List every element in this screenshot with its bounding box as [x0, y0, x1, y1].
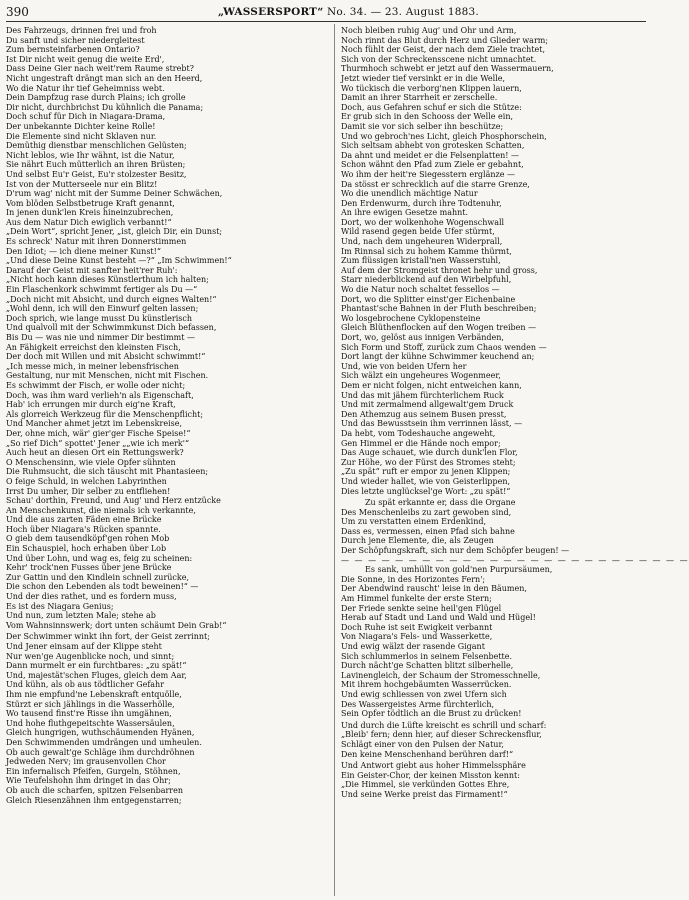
poem-line: Und, wie von beiden Ufern her [341, 361, 467, 371]
poem-line: Und das mit jähem fürchterlichem Ruck [341, 390, 504, 400]
poem-line: Und der dies rathet, und es fordern muss, [6, 592, 177, 602]
poem-line: „Zu spät“ ruft er empor zu jenen Klippen; [341, 467, 511, 477]
poem-line: Und wieder hallet, wie von Geisterlippen, [341, 476, 511, 486]
page-number: 390 [6, 5, 29, 19]
poem-line: Starr niederblickend auf den Wirbelpfuhl, [341, 275, 512, 285]
poem-line: „Nicht hoch kann dieses Künstlerthum ich halten; [6, 275, 209, 285]
poem-line: Ob auch die scharfen, spitzen Felsenbarren [6, 785, 184, 795]
poem-line: Durch jene Elemente, die, als Zeugen [341, 536, 494, 546]
poem-line: „Und diese Deine Kunst besteht —?“ „Im Schwimmen!“ [6, 256, 232, 266]
poem-line: Gleich Riesenzähnen ihm entgegenstarren; [6, 795, 182, 805]
poem-line: Dass es, vermessen, einen Pfad sich bahne [341, 526, 515, 536]
poem-line: Dein Dampfzug rase durch Plains; ich grolle [6, 93, 186, 103]
poem-line: Und selbst Eu'r Geist, Eu'r stolzester Besitz, [6, 169, 187, 179]
poem-line: Gestaltung, nur mit Menschen, nicht mit Fischen. [6, 371, 209, 381]
poem-line: Hab' ich errungen mir durch eig'ne Kraft, [6, 400, 176, 410]
poem-line: Wo tückisch die verborg'nen Klippen lauern, [341, 83, 522, 93]
poem-line: Und wo gebroch'nes Licht, gleich Phosphorschein, [341, 131, 547, 141]
poem-line: Herab auf Stadt und Land und Wald und Hügel! [341, 613, 536, 623]
poem-line: Nicht ungestraft drängt man sich an den Heerd, [6, 73, 203, 83]
poem-line: Wo losgebrochene Cyklopensteine [341, 313, 481, 323]
poem-line: Zu spät erkannte er, dass die Organe [365, 498, 516, 508]
poem-line: Am Himmel funkelte der erste Stern; [341, 594, 492, 604]
poem-line: An Fähigkeit erreichst den kleinsten Fisch, [6, 342, 181, 352]
poem-line: Ihm nie empfund'ne Lebenskraft entquölle, [6, 689, 182, 699]
poem-line: Es ist des Niagara Genius; [6, 601, 114, 611]
poem-line: Dort, wo der wolkenhohe Wogenschwall [341, 217, 505, 227]
poem-line: Dass Deine Gier nach weit'rem Raume strebt? [6, 64, 194, 74]
poem-line: Da stösst er schrecklich auf die starre Grenze, [341, 179, 530, 189]
poem-line: „Dein Wort“, spricht Jener, „ist, gleich Dir, ein Dunst; [6, 227, 223, 237]
poem-line: Bis Du — was nie und nimmer Dir bestimmt — [6, 333, 195, 342]
poem-line: Der Abendwind rauscht' leise in den Bäumen, [341, 584, 527, 594]
poem-line: Wo die Natur noch schaltet fessellos — [341, 285, 500, 295]
poem-line: Der Schwimmer winkt ihn fort, der Geist zerrinnt; [6, 632, 210, 642]
poem-line: Zur Gattin und den Kindlein schnell zurücke, [6, 572, 190, 582]
poem-line: Dort, wo die Splitter einst'ger Eichenbaine [341, 294, 516, 304]
poem-line: Doch Ruhe ist seit Ewigkeit verbannt [341, 622, 493, 632]
poem-line: Es schwimmt der Fisch, er wolle oder nicht; [6, 380, 186, 390]
poem-line: Und ewig schliessen von zwei Ufern sich [341, 689, 507, 699]
poem-line: Doch sprich, wie lange musst Du künstlerisch [6, 313, 192, 323]
poem-line: Vom blöden Selbstbetruge Kraft genannt, [6, 198, 175, 208]
poem-line: Dort, wo, gelöst aus innigen Verbänden, [341, 333, 504, 342]
poem-line: Dies letzte unglücksel'ge Wort: „zu spät!“ [341, 486, 511, 496]
poem-line: Zum bernsteinfarbenen Ontario? [6, 45, 140, 55]
poem-line: Damit an ihrer Starrheit er zerschelle. [341, 93, 498, 103]
poem-line: Des Fahrzeugs, drinnen frei und froh [6, 26, 157, 35]
poem-line: Er grub sich in den Schooss der Welle ein, [341, 112, 514, 122]
poem-line: Wie Teufelshohn ihm dringet in das Ohr; [6, 776, 171, 786]
poem-line: Den Schwimmenden umdrängen und umheulen. [6, 737, 202, 747]
poem-line: Hoch über Niagara's Rücken spannte. [6, 524, 161, 534]
poem-line: An Menschenkunst, die niemals ich verkannte, [6, 505, 196, 515]
poem-line: Noch fühlt der Geist, der nach dem Ziele trachtet, [341, 45, 546, 55]
poem-line: Es schreck' Natur mit ihren Donnerstimmen [6, 237, 187, 247]
poem-line: Noch rinnt das Blut durch Herz und Glieder warm; [341, 35, 549, 45]
poem-line: Und hohe fluthgepeitschte Wassersäulen, [6, 718, 175, 728]
poem-line: Und durch die Lüfte kreischt es schrill und scharf: [341, 720, 547, 730]
poem-line: Die Sonne, in des Horizontes Fern'; [341, 574, 486, 584]
poem-line: Die Ruhmsucht, die sich täuscht mit Phantasieen; [6, 467, 209, 477]
poem-line: Du sanft und sicher niedergleitest [6, 35, 145, 45]
poem-line: „So rief Dich“ spottet' Jener „„wie ich merk'“ [6, 438, 190, 448]
poem-line: Der, ohne mich, wär' gier'ger Fische Speise!“ [6, 428, 191, 438]
poem-line: Aus dem Natur Dich ewiglich verbannt!“ [6, 217, 172, 227]
poem-line: Wild rasend gegen beide Ufer stürmt, [341, 227, 495, 237]
poem-line: Das Auge schauet, wie durch dunk'len Flor, [341, 448, 518, 458]
poem-line: Von Niagara's Fels- und Wasserkette, [341, 632, 493, 642]
poem-line: Und Jener einsam auf der Klippe steht [6, 642, 162, 651]
poem-line: Und, nach dem ungeheuren Widerprall, [341, 237, 503, 247]
poem-line: Ob auch gewalt'ge Schläge ihm durchdröhnen [6, 747, 195, 757]
poem-line: Und seine Werke preist das Firmament!“ [341, 789, 508, 799]
poem-line: Sich seltsam abhebt von grotesken Schatten, [341, 141, 525, 151]
poem-line: Und die aus zarten Fäden eine Brücke [6, 515, 162, 525]
column-divider [334, 24, 335, 896]
poem-line: Da hebt, vom Todeshauche angeweht, [341, 428, 496, 438]
poem-line: Der unbekannte Dichter keine Rolle! [6, 121, 156, 131]
poem-line: Damit sie vor sich selber ihn beschütze; [341, 121, 504, 131]
issue-info: No. 34. — 23. August 1883. [326, 6, 479, 18]
poem-line: Gen Himmel er die Hände noch empor; [341, 438, 501, 448]
poem-line: Dem er nicht folgen, nicht entweichen kann, [341, 380, 522, 390]
poem-line: Doch, was ihm ward verlieh'n als Eigenschaft, [6, 390, 194, 400]
poem-line: Sich von der Schreckensscene nicht umnachtet. [341, 54, 537, 64]
poem-line: Und das Bewusstsein ihm verrinnen lässt, — [341, 419, 523, 429]
poem-line: In jenen dunk'len Kreis hineinzubrechen, [6, 208, 174, 218]
poem-line: Thurmhoch schwebt er jetzt auf den Wassermauern, [341, 64, 554, 74]
poem-line: Lavinengleich, der Schaum der Stromesschnelle, [341, 670, 541, 680]
poem-line: Und Mancher ahmet jetzt im Lebenskreise, [6, 419, 183, 429]
poem-line: Zur Höhe, wo der Fürst des Stromes steht; [341, 457, 516, 467]
poem-line: Sie nährt Euch mütterlich an ihren Brüsten; [6, 160, 186, 170]
poem-line: Die schon den Lebenden als todt beweinen!“ — [6, 582, 199, 592]
poem-line: Der Schöpfungskraft, sich nur dem Schöpfer beugen! — [341, 546, 570, 556]
poem-line: Und nun, zum letzten Male; stehe ab [6, 611, 156, 621]
poem-line: Wo die Natur ihr tief Geheimniss webt. [6, 83, 165, 93]
poem-line: Wo die unendlich mächtige Natur [341, 189, 478, 199]
poem-line: Und kühn, als ob aus tödtlicher Gefahr [6, 680, 165, 690]
poem-line: Sich wälzt ein ungeheures Wogenmeer, [341, 371, 501, 381]
poem-line: O Menschensinn, wie viele Opfer sühnten [6, 457, 176, 467]
poem-line: Als glorreich Werkzeug für die Menschenpflicht; [6, 409, 204, 419]
journal-title: „WASSERSPORT“ [218, 6, 324, 18]
poem-line: Da ahnt und meidet er die Felsenplatten! — [341, 150, 519, 160]
poem-line: Dann murmelt er ein furchtbares: „zu spät!“ [6, 661, 187, 671]
poem-line: Darauf der Geist mit sanfter heit'rer Ruh': [6, 265, 178, 275]
poem-line: Des Wassergeistes Arme fürchterlich, [341, 699, 495, 709]
poem-line: Doch, aus Gefahren schuf er sich die Stütze: [341, 102, 522, 112]
poem-line: Mit ihrem hochgebäumten Wasserrücken. [341, 680, 512, 690]
poem-line: Auch heut an diesen Ort ein Rettungswerk? [6, 448, 184, 458]
poem-line: Doch schuf für Dich in Niagara-Drama, [6, 112, 166, 122]
poem-line: Und qualvoll mit der Schwimmkunst Dich befassen, [6, 323, 217, 333]
poem-line: Und mit zermalmend allgewalt'gem Druck [341, 400, 514, 410]
poem-line: Ein Schauspiel, hoch erhaben über Lob [6, 544, 167, 554]
poem-line: Und ewig wälzt der rasende Gigant [341, 642, 485, 651]
poem-line: Sich schlummerlos in seinem Felsenbette. [341, 651, 513, 661]
poem-line: „Doch nicht mit Absicht, und durch eignes Walten!“ [6, 294, 217, 304]
poem-line: Auf dem der Stromgeist thronet hehr und gross, [341, 265, 538, 275]
poem-line: Stürzt er sich jählings in die Wasserhölle, [6, 699, 175, 709]
poem-line: Den keine Menschenhand berühren darf!“ [341, 749, 514, 759]
poem-line: Demüthig dienstbar menschlichen Gelüsten; [6, 141, 187, 151]
poem-line: Ist von der Mutterseele nur ein Blitz! [6, 179, 158, 189]
poem-line: Wo tausend finst're Risse ihn umgähnen, [6, 709, 172, 719]
poem-line: Schon wähnt den Pfad zum Ziele er gebahnt, [341, 160, 524, 170]
poem-line: „Wohl denn, ich will den Einwurf gelten lassen; [6, 304, 199, 314]
poem-line: Ein infernalisch Pfeifen, Gurgeln, Stöhnen, [6, 766, 181, 776]
poem-line: Gleich hungrigen, wuthschäumenden Hyänen, [6, 728, 195, 738]
poem-line: Zum flüssigen kristall'nen Wasserstuhl, [341, 256, 501, 266]
poem-line: Der Friede senkte seine heil'gen Flügel [341, 603, 502, 613]
poem-line: Schau' dorthin, Freund, und Aug' und Herz entzücke [6, 496, 221, 506]
poem-line: O feige Schuld, in welchen Labyrinthen [6, 476, 167, 486]
right-column [341, 26, 689, 896]
poem-line: Und über Lohn, und wag es, feig zu scheinen: [6, 553, 193, 563]
poem-line: Ein Geister-Chor, der keinen Misston kennt: [341, 770, 520, 780]
poem-line: Den Erdenwurm, durch ihre Todtenuhr, [341, 198, 502, 208]
header-rule [6, 21, 646, 22]
poem-line: Ein Flaschenkork schwimmt fertiger als Du —“ [6, 285, 198, 295]
poem-line: Jetzt wieder tief versinkt er in die Welle, [341, 73, 506, 83]
poem-line: Durch nächt'ge Schatten blitzt silberhelle, [341, 661, 514, 671]
poem-line: Jedweden Nerv; im grausenvollen Chor [6, 757, 166, 767]
page-header [6, 5, 646, 19]
poem-line: Im Rinnsal sich zu hohem Kamme thürmt, [341, 246, 512, 256]
poem-line: O gieb dem tausendköpf'gen rohen Mob [6, 534, 170, 544]
left-column [6, 26, 306, 896]
poem-line: Vom Wahnsinnswerk; dort unten schäumt Dein Grab!“ [6, 620, 227, 630]
poem-line: Und Antwort giebt aus hoher Himmelssphäre [341, 761, 526, 771]
poem-line: Der doch mit Willen und mit Absicht schwimmt!“ [6, 352, 206, 362]
poem-line: Noch bleiben ruhig Aug' und Ohr und Arm, [341, 26, 517, 35]
poem-line: Dort langt der kühne Schwimmer keuchend an; [341, 352, 535, 362]
section-divider: — — — — — — — — — — — — — — — — — — — — — — — — — — [341, 555, 689, 565]
journal-header [218, 5, 479, 19]
poem-line: Wo ihm der heit're Siegesstern erglänze — [341, 169, 516, 179]
poem-line: Des Menschenleibs zu zart gewoben sind, [341, 507, 512, 517]
poem-line: Schlägt einer von den Pulsen der Natur, [341, 739, 504, 749]
poem-line: Ist Dir nicht weit genug die weite Erd', [6, 54, 165, 64]
poem-line: Die Elemente sind nicht Sklaven nur. [6, 131, 157, 141]
poem-line: Sich Form und Stoff, zurück zum Chaos wenden — [341, 342, 547, 352]
poem-line: „Die Himmel, sie verkünden Gottes Ehre, [341, 780, 510, 790]
poem-line: Und, majestät'schen Fluges, gleich dem Aar, [6, 670, 187, 680]
poem-line: Kehr' trock'nen Fusses über jene Brücke [6, 563, 172, 573]
poem-line: Den Idiot; — ich diene meiner Kunst!“ [6, 246, 161, 256]
poem-line: Nicht leblos, wie Ihr wähnt, ist die Natur, [6, 150, 175, 160]
poem-line: „Ich messe mich, in meiner lebensfrischen [6, 361, 179, 371]
poem-line: Dir nicht, durchbrichst Du kühnlich die Panama; [6, 102, 204, 112]
poem-line: Es sank, umhüllt von gold'nen Purpursäumen, [365, 565, 553, 575]
poem-line: Um zu verstatten einem Erdenkind, [341, 517, 487, 527]
poem-line: Nur wen'ge Augenblicke noch, und sinnt; [6, 651, 175, 661]
poem-line: Phantast'sche Bahnen in der Fluth beschreiben; [341, 304, 537, 314]
poem-line: Den Athemzug aus seinem Busen presst, [341, 409, 507, 419]
poem-line: An ihre ewigen Gesetze mahnt. [341, 208, 469, 218]
poem-line: Sein Opfer tödtlich an die Brust zu drücken! [341, 709, 522, 719]
poem-line: Irrst Du umher, Dir selber zu entfliehen! [6, 486, 171, 496]
poem-line: D'rum wag' nicht mit der Summe Deiner Schwächen, [6, 189, 223, 199]
poem-line: Gleich Blüthenflocken auf den Wogen treiben — [341, 323, 537, 333]
poem-line: „Bleib' fern; denn hier, auf dieser Schreckensflur, [341, 730, 542, 740]
